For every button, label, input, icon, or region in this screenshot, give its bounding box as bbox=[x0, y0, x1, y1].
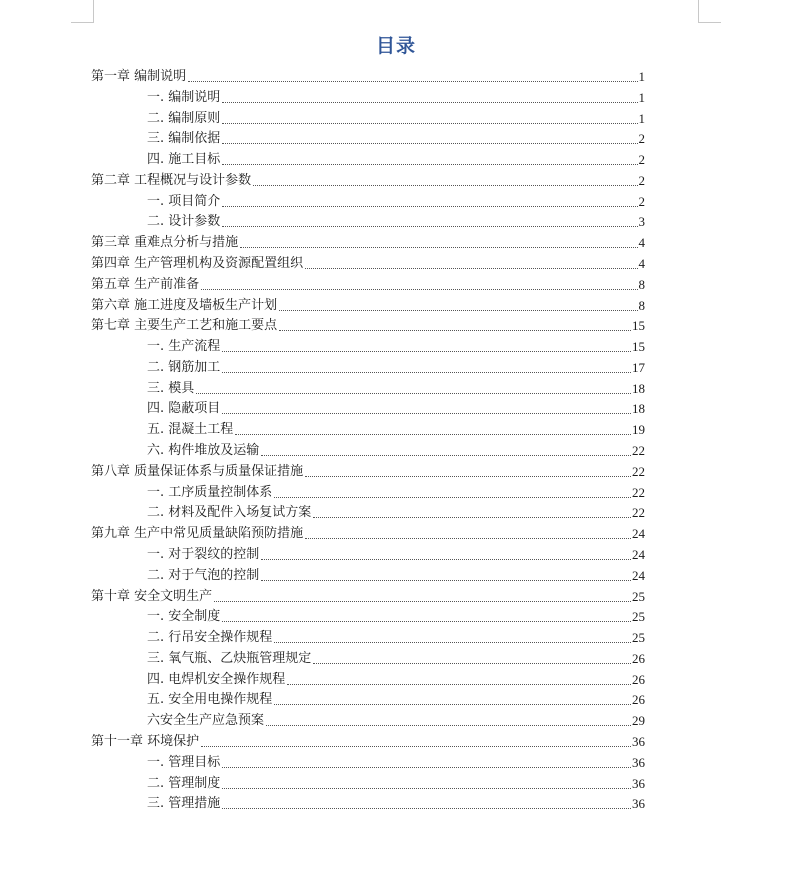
toc-section-entry[interactable] bbox=[147, 148, 645, 168]
toc-page-number: 36 bbox=[632, 796, 645, 812]
toc-page-number: 3 bbox=[638, 214, 645, 230]
toc-page-number: 1 bbox=[638, 110, 645, 126]
toc-section-entry[interactable] bbox=[147, 751, 645, 771]
toc-entry-text: 二. 钢筋加工 bbox=[147, 359, 221, 375]
toc-dot-leader bbox=[274, 704, 631, 705]
toc-entry-text: 五. 安全用电操作规程 bbox=[147, 692, 273, 708]
toc-section-entry[interactable] bbox=[147, 668, 645, 688]
toc-dot-leader bbox=[222, 102, 637, 103]
toc-page-number: 19 bbox=[632, 422, 645, 438]
toc-entry-text: 第二章 工程概况与设计参数 bbox=[91, 172, 252, 188]
toc-dot-leader bbox=[313, 663, 631, 664]
toc-page-number: 36 bbox=[632, 754, 645, 770]
toc-section-entry[interactable] bbox=[147, 107, 645, 127]
toc-dot-leader bbox=[253, 185, 637, 186]
toc-page-number: 22 bbox=[632, 443, 645, 459]
toc-page-number: 17 bbox=[632, 359, 645, 375]
toc-page-number: 36 bbox=[632, 733, 645, 749]
toc-section-entry[interactable] bbox=[147, 190, 645, 210]
toc-entry-text: 三. 管理措施 bbox=[147, 796, 221, 812]
toc-dot-leader bbox=[279, 310, 637, 311]
toc-page-number: 4 bbox=[638, 235, 645, 251]
toc-entry-text: 一. 生产流程 bbox=[147, 339, 221, 355]
toc-dot-leader bbox=[201, 746, 631, 747]
toc-page-number: 24 bbox=[632, 546, 645, 562]
toc-entry-text: 一. 编制说明 bbox=[147, 89, 221, 105]
toc-dot-leader bbox=[274, 497, 631, 498]
toc-chapter-entry[interactable] bbox=[91, 294, 645, 314]
toc-entry-text: 第十一章 环境保护 bbox=[91, 733, 200, 749]
toc-section-entry[interactable] bbox=[147, 127, 645, 147]
toc-page-number: 22 bbox=[632, 463, 645, 479]
toc-page-number: 2 bbox=[638, 152, 645, 168]
toc-section-entry[interactable] bbox=[147, 543, 645, 563]
toc-page-number: 25 bbox=[632, 609, 645, 625]
toc-page-number: 22 bbox=[632, 505, 645, 521]
toc-entry-text: 四. 施工目标 bbox=[147, 152, 221, 168]
toc-section-entry[interactable] bbox=[147, 564, 645, 584]
toc-entry-text: 六. 构件堆放及运输 bbox=[147, 443, 260, 459]
toc-dot-leader bbox=[261, 580, 631, 581]
toc-page-number: 24 bbox=[632, 567, 645, 583]
toc-chapter-entry[interactable] bbox=[91, 730, 645, 750]
toc-section-entry[interactable] bbox=[147, 792, 645, 812]
toc-section-entry[interactable] bbox=[147, 688, 645, 708]
toc-dot-leader bbox=[261, 455, 631, 456]
toc-entry-text: 三. 编制依据 bbox=[147, 131, 221, 147]
toc-section-entry[interactable] bbox=[147, 605, 645, 625]
toc-entry-text: 一. 安全制度 bbox=[147, 609, 221, 625]
toc-entry-text: 三. 氧气瓶、乙炔瓶管理规定 bbox=[147, 650, 312, 666]
toc-page-number: 15 bbox=[632, 318, 645, 334]
toc-entry-text: 第四章 生产管理机构及资源配置组织 bbox=[91, 256, 304, 272]
toc-dot-leader bbox=[222, 808, 631, 809]
toc-page-number: 18 bbox=[632, 401, 645, 417]
toc-entry-text: 三. 模具 bbox=[147, 380, 195, 396]
toc-dot-leader bbox=[222, 143, 637, 144]
toc-dot-leader bbox=[214, 601, 631, 602]
toc-page-number: 4 bbox=[638, 256, 645, 272]
toc-chapter-entry[interactable] bbox=[91, 273, 645, 293]
toc-entry-text: 四. 电焊机安全操作规程 bbox=[147, 671, 286, 687]
toc-entry-text: 五. 混凝土工程 bbox=[147, 422, 234, 438]
toc-entry-text: 第八章 质量保证体系与质量保证措施 bbox=[91, 463, 304, 479]
toc-page-number: 8 bbox=[638, 276, 645, 292]
toc-entry-text: 第七章 主要生产工艺和施工要点 bbox=[91, 318, 278, 334]
toc-section-entry[interactable] bbox=[147, 335, 645, 355]
toc-entry-text: 二. 行吊安全操作规程 bbox=[147, 630, 273, 646]
toc-dot-leader bbox=[222, 226, 637, 227]
toc-entry-text: 六安全生产应急预案 bbox=[147, 713, 265, 729]
toc-dot-leader bbox=[305, 268, 637, 269]
toc-dot-leader bbox=[235, 434, 631, 435]
toc-section-entry[interactable] bbox=[147, 439, 645, 459]
toc-entry-text: 第九章 生产中常见质量缺陷预防措施 bbox=[91, 526, 304, 542]
toc-entry-text: 第五章 生产前准备 bbox=[91, 276, 200, 292]
toc-chapter-entry[interactable] bbox=[91, 231, 645, 251]
page-corner-top-left bbox=[71, 0, 94, 23]
toc-dot-leader bbox=[222, 206, 637, 207]
toc-dot-leader bbox=[240, 247, 637, 248]
toc-dot-leader bbox=[261, 559, 631, 560]
toc-section-entry[interactable] bbox=[147, 377, 645, 397]
toc-entry-text: 二. 设计参数 bbox=[147, 214, 221, 230]
toc-entry-text: 二. 对于气泡的控制 bbox=[147, 567, 260, 583]
toc-entry-text: 第十章 安全文明生产 bbox=[91, 588, 213, 604]
toc-dot-leader bbox=[222, 351, 631, 352]
toc-entry-text: 二. 编制原则 bbox=[147, 110, 221, 126]
toc-page-number: 18 bbox=[632, 380, 645, 396]
toc-section-entry[interactable] bbox=[147, 397, 645, 417]
toc-dot-leader bbox=[188, 81, 637, 82]
toc-page-number: 22 bbox=[632, 484, 645, 500]
toc-entry-text: 第三章 重难点分析与措施 bbox=[91, 235, 239, 251]
toc-dot-leader bbox=[274, 642, 631, 643]
toc-entry-text: 二. 材料及配件入场复试方案 bbox=[147, 505, 312, 521]
toc-chapter-entry[interactable] bbox=[91, 252, 645, 272]
toc-title: 目录 bbox=[375, 35, 416, 57]
toc-chapter-entry[interactable] bbox=[91, 65, 645, 85]
toc-page-number: 1 bbox=[638, 89, 645, 105]
toc-section-entry[interactable] bbox=[147, 772, 645, 792]
toc-section-entry[interactable] bbox=[147, 210, 645, 230]
toc-chapter-entry[interactable] bbox=[91, 522, 645, 542]
toc-dot-leader bbox=[266, 725, 631, 726]
toc-entry-text: 四. 隐蔽项目 bbox=[147, 401, 221, 417]
toc-page-number: 25 bbox=[632, 588, 645, 604]
toc-page-number: 29 bbox=[632, 713, 645, 729]
toc-entry-text: 二. 管理制度 bbox=[147, 775, 221, 791]
toc-page-number: 26 bbox=[632, 671, 645, 687]
toc-chapter-entry[interactable] bbox=[91, 585, 645, 605]
toc-dot-leader bbox=[222, 164, 637, 165]
toc-page-number: 2 bbox=[638, 131, 645, 147]
toc-page-number: 2 bbox=[638, 193, 645, 209]
toc-dot-leader bbox=[196, 393, 631, 394]
toc-chapter-entry[interactable] bbox=[91, 460, 645, 480]
toc-page-number: 36 bbox=[632, 775, 645, 791]
toc-section-entry[interactable] bbox=[147, 356, 645, 376]
toc-dot-leader bbox=[222, 372, 631, 373]
toc-entry-text: 一. 管理目标 bbox=[147, 754, 221, 770]
toc-dot-leader bbox=[222, 413, 631, 414]
toc-section-entry[interactable] bbox=[147, 418, 645, 438]
toc-section-entry[interactable] bbox=[147, 481, 645, 501]
toc-entry-text: 第一章 编制说明 bbox=[91, 69, 187, 84]
toc-chapter-entry[interactable] bbox=[91, 169, 645, 189]
toc-entry-text: 第六章 施工进度及墙板生产计划 bbox=[91, 297, 278, 313]
toc-page-number: 2 bbox=[638, 172, 645, 188]
toc-dot-leader bbox=[313, 517, 631, 518]
toc-section-entry[interactable] bbox=[147, 501, 645, 521]
toc-dot-leader bbox=[305, 538, 631, 539]
toc-page-number: 25 bbox=[632, 630, 645, 646]
toc-chapter-entry[interactable] bbox=[91, 314, 645, 334]
toc-section-entry[interactable] bbox=[147, 647, 645, 667]
toc-page-number: 15 bbox=[632, 339, 645, 355]
toc-page-number: 26 bbox=[632, 692, 645, 708]
toc-dot-leader bbox=[222, 788, 631, 789]
page-corner-top-right bbox=[698, 0, 721, 23]
toc-page-number: 1 bbox=[638, 69, 645, 84]
toc-section-entry[interactable] bbox=[147, 709, 645, 729]
toc-page-number: 24 bbox=[632, 526, 645, 542]
toc-entry-text: 一. 项目简介 bbox=[147, 193, 221, 209]
toc-page-number: 8 bbox=[638, 297, 645, 313]
toc-dot-leader bbox=[279, 330, 631, 331]
toc-entry-text: 一. 对于裂纹的控制 bbox=[147, 546, 260, 562]
toc-dot-leader bbox=[222, 621, 631, 622]
toc-section-entry[interactable] bbox=[147, 626, 645, 646]
toc-dot-leader bbox=[201, 289, 637, 290]
toc-dot-leader bbox=[305, 476, 631, 477]
toc-page-number: 26 bbox=[632, 650, 645, 666]
toc-dot-leader bbox=[287, 684, 631, 685]
toc-dot-leader bbox=[222, 123, 637, 124]
toc-section-entry[interactable] bbox=[147, 86, 645, 106]
toc-entry-text: 一. 工序质量控制体系 bbox=[147, 484, 273, 500]
toc-dot-leader bbox=[222, 767, 631, 768]
